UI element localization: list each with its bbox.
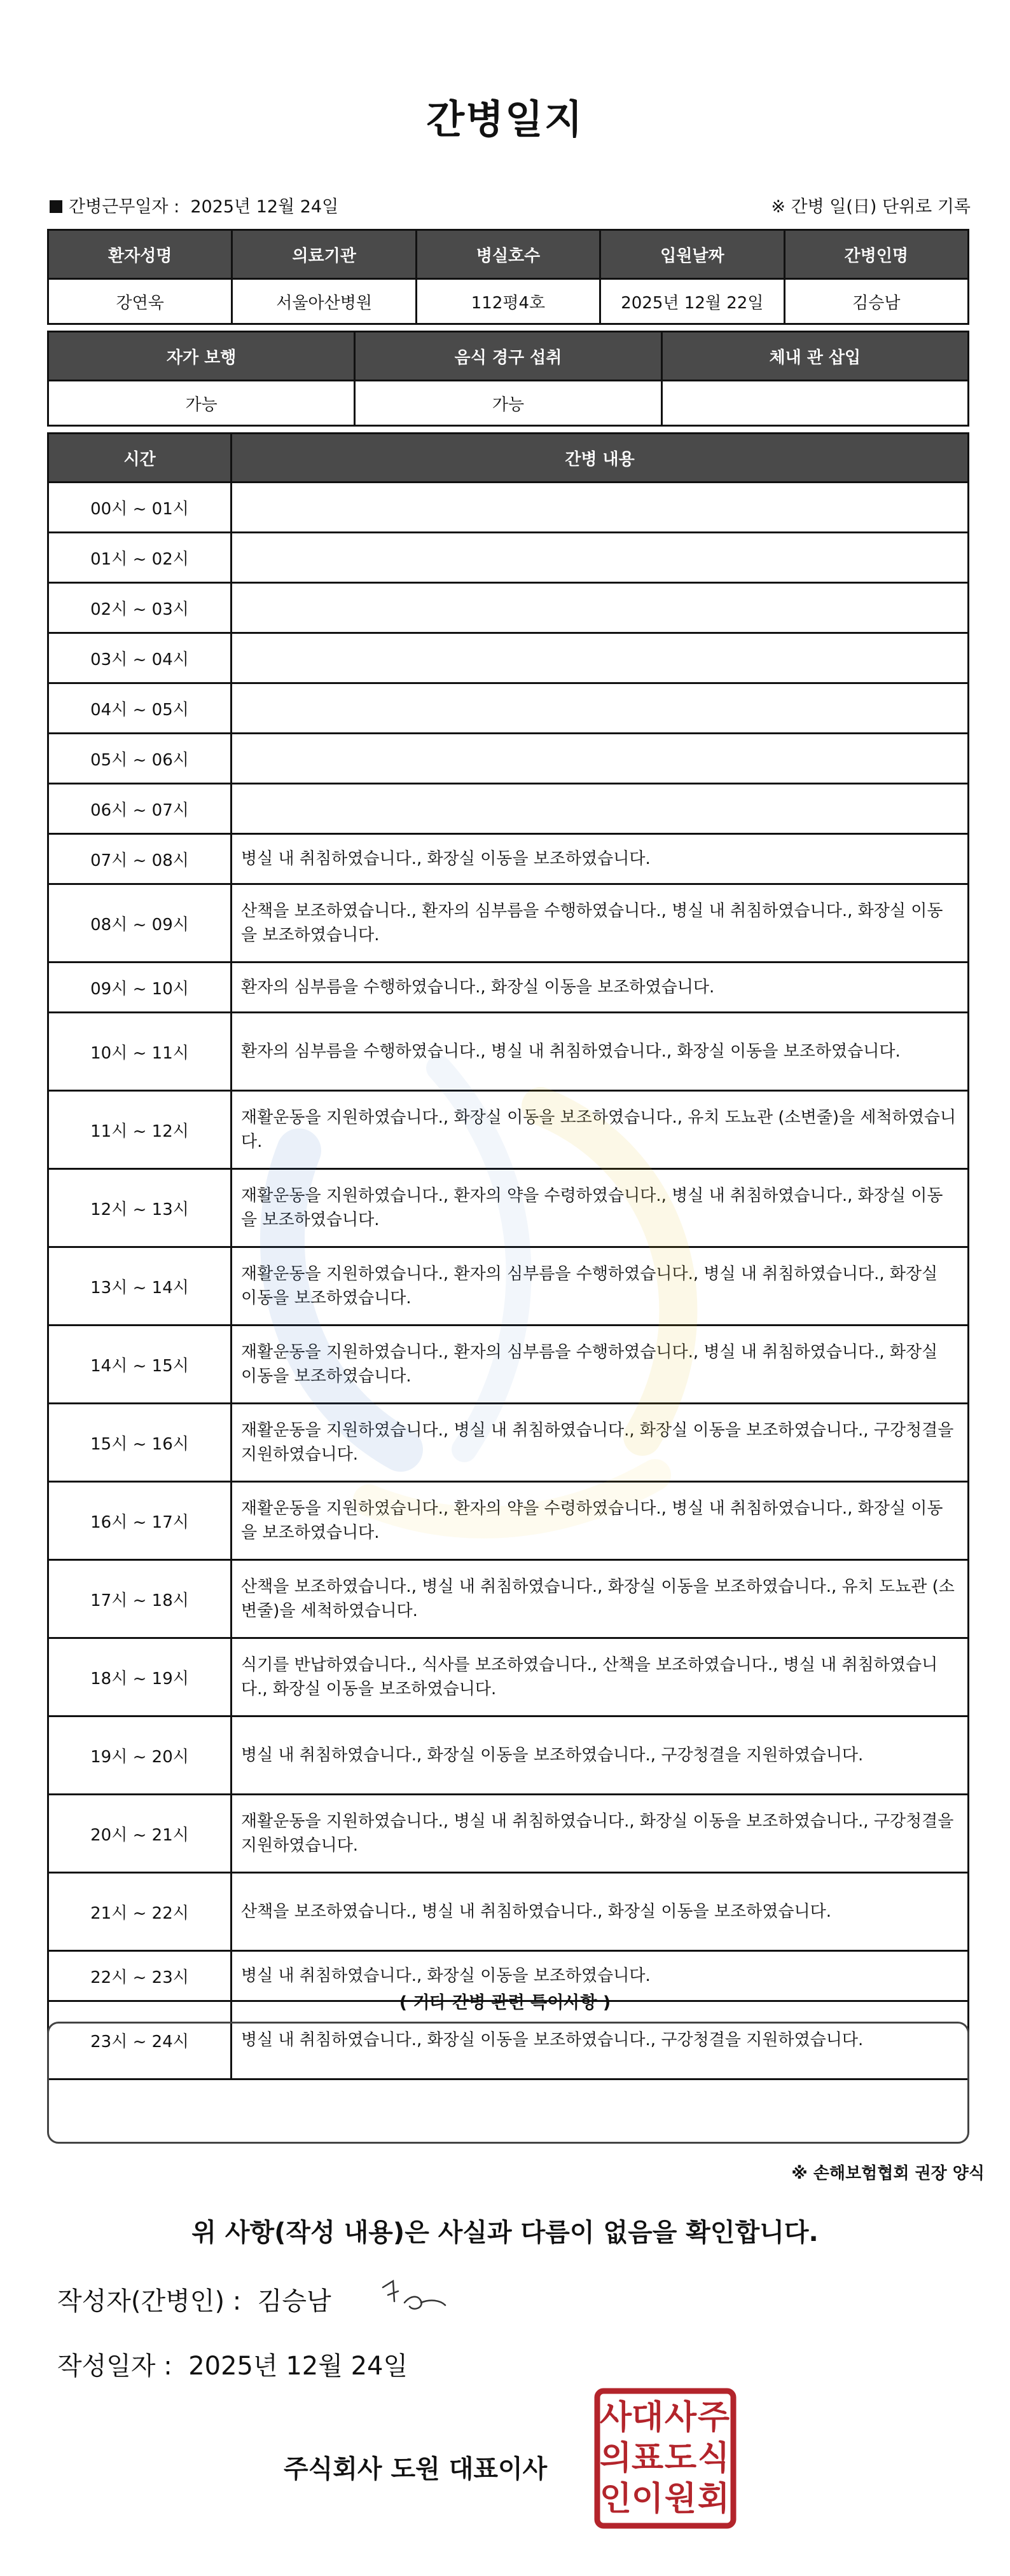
log-time: 05시 ~ 06시 <box>48 734 232 784</box>
log-time: 10시 ~ 11시 <box>48 1013 232 1091</box>
handwritten-signature <box>379 2276 449 2320</box>
table-row <box>48 784 969 834</box>
page-title: 간병일지 <box>426 96 584 142</box>
unit-note: ※ 간병 일(日) 단위로 기록 <box>771 197 971 217</box>
written-date-label: 작성일자 : <box>57 2352 172 2381</box>
care-log-table <box>47 432 969 2080</box>
source-note: ※ 손해보험협회 권장 양식 <box>791 2164 985 2183</box>
log-content: 산책을 보조하였습니다., 병실 내 취침하였습니다., 화장실 이동을 보조하였습니다., 유치 도뇨관 (소변줄)을 세척하였습니다. <box>232 1560 969 1638</box>
hospital-name: 서울아산병원 <box>232 279 416 324</box>
table-row <box>48 1091 969 1169</box>
seal-character: 도 <box>664 2439 697 2477</box>
table-row <box>48 1247 969 1326</box>
company-signatory: 주식회사 도원 대표이사 <box>284 2455 548 2484</box>
log-time: 15시 ~ 16시 <box>48 1404 232 1482</box>
log-time: 13시 ~ 14시 <box>48 1247 232 1326</box>
seal-character: 사 <box>664 2399 697 2437</box>
special-notes-box <box>47 2022 969 2144</box>
author-name: 김승남 <box>257 2287 331 2316</box>
log-time: 09시 ~ 10시 <box>48 963 232 1013</box>
header-room: 병실호수 <box>416 230 600 279</box>
log-content: 재활운동을 지원하였습니다., 병실 내 취침하였습니다., 화장실 이동을 보조하였습니다., 구강청결을 지원하였습니다. <box>232 1404 969 1482</box>
log-content <box>232 784 969 834</box>
log-time: 01시 ~ 02시 <box>48 533 232 583</box>
table-row <box>48 1873 969 1951</box>
log-content: 재활운동을 지원하였습니다., 병실 내 취침하였습니다., 화장실 이동을 보조하였습니다., 구강청결을 지원하였습니다. <box>232 1795 969 1873</box>
header-oral-intake: 음식 경구 섭취 <box>355 332 661 381</box>
patient-status-table <box>47 331 969 427</box>
work-date <box>50 193 338 217</box>
seal-character: 사 <box>599 2399 632 2437</box>
log-time: 16시 ~ 17시 <box>48 1482 232 1560</box>
header-caregiver: 간병인명 <box>784 230 968 279</box>
self-walking-value: 가능 <box>48 381 355 426</box>
log-time: 04시 ~ 05시 <box>48 683 232 734</box>
table-row <box>48 1716 969 1795</box>
table-row <box>48 1560 969 1638</box>
header-admission-date: 입원날짜 <box>600 230 784 279</box>
header-care-content: 간병 내용 <box>232 434 969 483</box>
patient-name: 강연욱 <box>48 279 232 324</box>
log-time: 07시 ~ 08시 <box>48 834 232 884</box>
log-time: 18시 ~ 19시 <box>48 1638 232 1716</box>
log-time: 20시 ~ 21시 <box>48 1795 232 1873</box>
square-bullet-icon <box>50 200 62 213</box>
author-line <box>57 2281 331 2317</box>
table-row <box>48 734 969 784</box>
log-time: 21시 ~ 22시 <box>48 1873 232 1951</box>
log-content <box>232 734 969 784</box>
header-time: 시간 <box>48 434 232 483</box>
written-date-value: 2025년 12월 24일 <box>188 2352 408 2381</box>
log-content: 재활운동을 지원하였습니다., 환자의 약을 수령하였습니다., 병실 내 취침하였습니다., 화장실 이동을 보조하였습니다. <box>232 1482 969 1560</box>
header-hospital: 의료기관 <box>232 230 416 279</box>
company-seal <box>594 2388 737 2529</box>
table-row <box>48 834 969 884</box>
log-content: 병실 내 취침하였습니다., 화장실 이동을 보조하였습니다., 구강청결을 지원하였습니다. <box>232 2001 969 2079</box>
seal-character: 이 <box>631 2480 664 2518</box>
log-time: 17시 ~ 18시 <box>48 1560 232 1638</box>
room-number: 112평4호 <box>416 279 600 324</box>
seal-character: 회 <box>697 2480 730 2518</box>
special-notes-title: ( 기타 간병 관련 특이사항 ) <box>399 1993 611 2013</box>
log-content: 환자의 심부름을 수행하였습니다., 화장실 이동을 보조하였습니다. <box>232 963 969 1013</box>
table-row <box>48 884 969 963</box>
log-content <box>232 533 969 583</box>
log-time: 14시 ~ 15시 <box>48 1326 232 1404</box>
log-content: 재활운동을 지원하였습니다., 화장실 이동을 보조하였습니다., 유치 도뇨관 (소변줄)을 세척하였습니다. <box>232 1091 969 1169</box>
log-time: 23시 ~ 24시 <box>48 2001 232 2079</box>
seal-character: 식 <box>697 2439 730 2477</box>
log-content <box>232 483 969 533</box>
log-time: 06시 ~ 07시 <box>48 784 232 834</box>
seal-character: 인 <box>599 2480 632 2518</box>
log-time: 03시 ~ 04시 <box>48 633 232 683</box>
admission-date: 2025년 12월 22일 <box>600 279 784 324</box>
seal-character: 대 <box>631 2399 664 2437</box>
log-content: 병실 내 취침하였습니다., 화장실 이동을 보조하였습니다. <box>232 834 969 884</box>
written-date-line <box>57 2346 408 2382</box>
log-content <box>232 583 969 633</box>
confirmation-statement: 위 사항(작성 내용)은 사실과 다름이 없음을 확인합니다. <box>191 2218 819 2247</box>
header-self-walking: 자가 보행 <box>48 332 355 381</box>
log-content: 재활운동을 지원하였습니다., 환자의 심부름을 수행하였습니다., 병실 내 취침하였습니다., 화장실 이동을 보조하였습니다. <box>232 1247 969 1326</box>
table-row <box>48 1795 969 1873</box>
table-row <box>48 1013 969 1091</box>
seal-character: 주 <box>697 2399 730 2437</box>
table-row <box>48 533 969 583</box>
log-content: 환자의 심부름을 수행하였습니다., 병실 내 취침하였습니다., 화장실 이동을 보조하였습니다. <box>232 1013 969 1091</box>
table-row <box>48 583 969 633</box>
log-content: 식기를 반납하였습니다., 식사를 보조하였습니다., 산책을 보조하였습니다., 병실 내 취침하였습니다., 화장실 이동을 보조하였습니다. <box>232 1638 969 1716</box>
table-row <box>48 633 969 683</box>
seal-character: 의 <box>599 2439 632 2477</box>
log-time: 22시 ~ 23시 <box>48 1951 232 2001</box>
seal-character: 원 <box>664 2480 697 2518</box>
table-row <box>48 1482 969 1560</box>
log-content: 재활운동을 지원하였습니다., 환자의 심부름을 수행하였습니다., 병실 내 취침하였습니다., 화장실 이동을 보조하였습니다. <box>232 1326 969 1404</box>
table-row <box>48 1326 969 1404</box>
caregiver-name: 김승남 <box>784 279 968 324</box>
header-patient-name: 환자성명 <box>48 230 232 279</box>
log-time: 11시 ~ 12시 <box>48 1091 232 1169</box>
table-row <box>48 1638 969 1716</box>
oral-intake-value: 가능 <box>355 381 661 426</box>
log-time: 19시 ~ 20시 <box>48 1716 232 1795</box>
author-label: 작성자(간병인) : <box>57 2287 242 2316</box>
table-row <box>48 1404 969 1482</box>
patient-info-table <box>47 229 969 325</box>
log-content: 병실 내 취침하였습니다., 화장실 이동을 보조하였습니다., 구강청결을 지원하였습니다. <box>232 1716 969 1795</box>
tube-insertion-value <box>661 381 968 426</box>
log-content: 병실 내 취침하였습니다., 화장실 이동을 보조하였습니다. <box>232 1951 969 2001</box>
log-content: 산책을 보조하였습니다., 병실 내 취침하였습니다., 화장실 이동을 보조하였습니다. <box>232 1873 969 1951</box>
log-content <box>232 633 969 683</box>
log-content <box>232 683 969 734</box>
log-time: 12시 ~ 13시 <box>48 1169 232 1247</box>
header-tube-insertion: 체내 관 삽입 <box>661 332 968 381</box>
table-row <box>48 1169 969 1247</box>
log-content: 재활운동을 지원하였습니다., 환자의 약을 수령하였습니다., 병실 내 취침하였습니다., 화장실 이동을 보조하였습니다. <box>232 1169 969 1247</box>
work-date-label: 간병근무일자 : <box>69 197 180 217</box>
log-time: 00시 ~ 01시 <box>48 483 232 533</box>
table-row <box>48 963 969 1013</box>
log-time: 02시 ~ 03시 <box>48 583 232 633</box>
work-date-value: 2025년 12월 24일 <box>190 197 339 217</box>
log-content: 산책을 보조하였습니다., 환자의 심부름을 수행하였습니다., 병실 내 취침하였습니다., 화장실 이동을 보조하였습니다. <box>232 884 969 963</box>
log-time: 08시 ~ 09시 <box>48 884 232 963</box>
seal-character: 표 <box>631 2439 664 2477</box>
table-row <box>48 683 969 734</box>
table-row <box>48 483 969 533</box>
